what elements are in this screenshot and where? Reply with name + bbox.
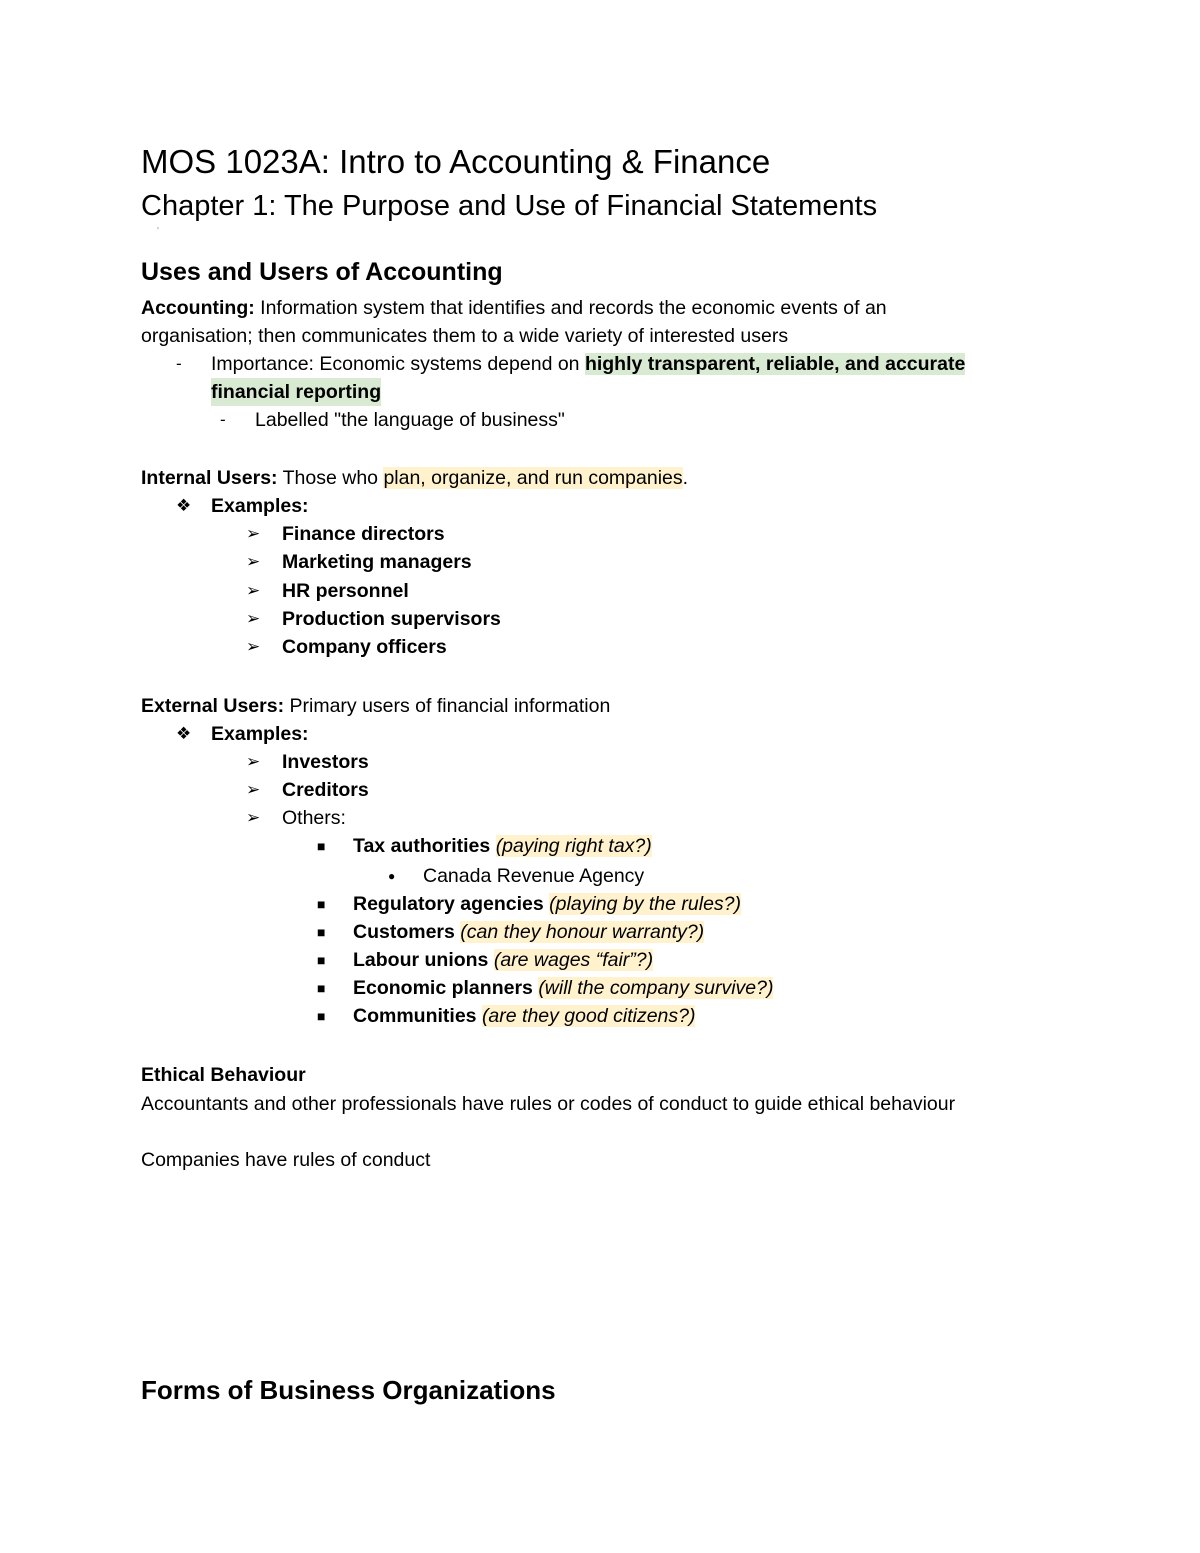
arrow-bullet-icon: ➢: [246, 552, 261, 572]
examples-label: Examples:: [211, 723, 309, 745]
list-item-label: Production supervisors: [282, 607, 501, 630]
importance-prefix: Importance: Economic systems depend on: [211, 353, 585, 375]
ethical-line-2: Companies have rules of conduct: [141, 1149, 431, 1171]
square-bullet-icon: ■: [317, 838, 326, 854]
others-label: Others:: [282, 807, 346, 829]
list-item-label: Company officers: [282, 636, 447, 659]
diamond-bullet-icon: ❖: [176, 724, 192, 743]
internal-users-definition: [141, 464, 1071, 492]
dash-marker: -: [176, 354, 182, 373]
internal-users-term: Internal Users:: [141, 467, 278, 489]
circle-bullet-icon: ●: [388, 869, 396, 883]
section-heading-uses: Uses and Users of Accounting: [141, 258, 503, 286]
accounting-def-1: Information system that identifies and records the economic events of an: [254, 297, 887, 319]
external-users-definition: [141, 692, 1071, 720]
external-users-term: External Users:: [141, 695, 285, 717]
document-title: MOS 1023A: Intro to Accounting & Finance: [141, 143, 771, 180]
list-item-label: HR personnel: [282, 579, 409, 602]
internal-def-highlight: plan, organize, and run companies: [383, 467, 683, 489]
diamond-bullet-icon: ❖: [176, 496, 192, 515]
list-item-label: Finance directors: [282, 523, 445, 545]
arrow-bullet-icon: ➢: [246, 637, 261, 657]
internal-def-prefix: Those who: [277, 467, 384, 489]
arrow-bullet-icon: ➢: [246, 780, 261, 799]
arrow-bullet-icon: ➢: [246, 524, 261, 543]
arrow-bullet-icon: ➢: [246, 580, 261, 600]
ethical-line-1: Accountants and other professionals have rules or codes of conduct to guide ethical behaviour: [141, 1093, 956, 1115]
labelled-text: Labelled "the language of business": [255, 409, 565, 431]
tax-sub-item: Canada Revenue Agency: [423, 865, 645, 887]
square-bullet-icon: ■: [317, 1008, 326, 1024]
square-bullet-icon: ■: [317, 924, 326, 940]
external-def: Primary users of financial information: [284, 695, 611, 717]
document-subtitle: Chapter 1: The Purpose and Use of Financial Statements: [141, 190, 878, 222]
accounting-term: Accounting:: [141, 297, 255, 319]
examples-label: Examples:: [211, 495, 309, 517]
importance-highlight-1: highly transparent, reliable, and accurate: [584, 353, 966, 375]
square-bullet-icon: ■: [317, 980, 326, 996]
square-bullet-icon: ■: [317, 896, 326, 912]
list-item-label: Marketing managers: [282, 551, 472, 574]
importance-highlight-2: financial reporting: [211, 378, 381, 406]
section-heading-forms: Forms of Business Organizations: [141, 1375, 556, 1405]
arrow-bullet-icon: ➢: [246, 752, 261, 771]
stray-mark: ': [157, 226, 159, 237]
accounting-definition-line-1: [141, 294, 1071, 322]
ethical-heading: Ethical Behaviour: [141, 1064, 306, 1086]
dash-marker: -: [220, 410, 226, 429]
square-bullet-icon: ■: [317, 952, 326, 968]
arrow-bullet-icon: ➢: [246, 808, 261, 827]
accounting-definition-line-2: organisation; then communicates them to a wide variety of interested users: [141, 325, 789, 347]
internal-def-suffix: .: [682, 467, 689, 489]
arrow-bullet-icon: ➢: [246, 608, 261, 628]
